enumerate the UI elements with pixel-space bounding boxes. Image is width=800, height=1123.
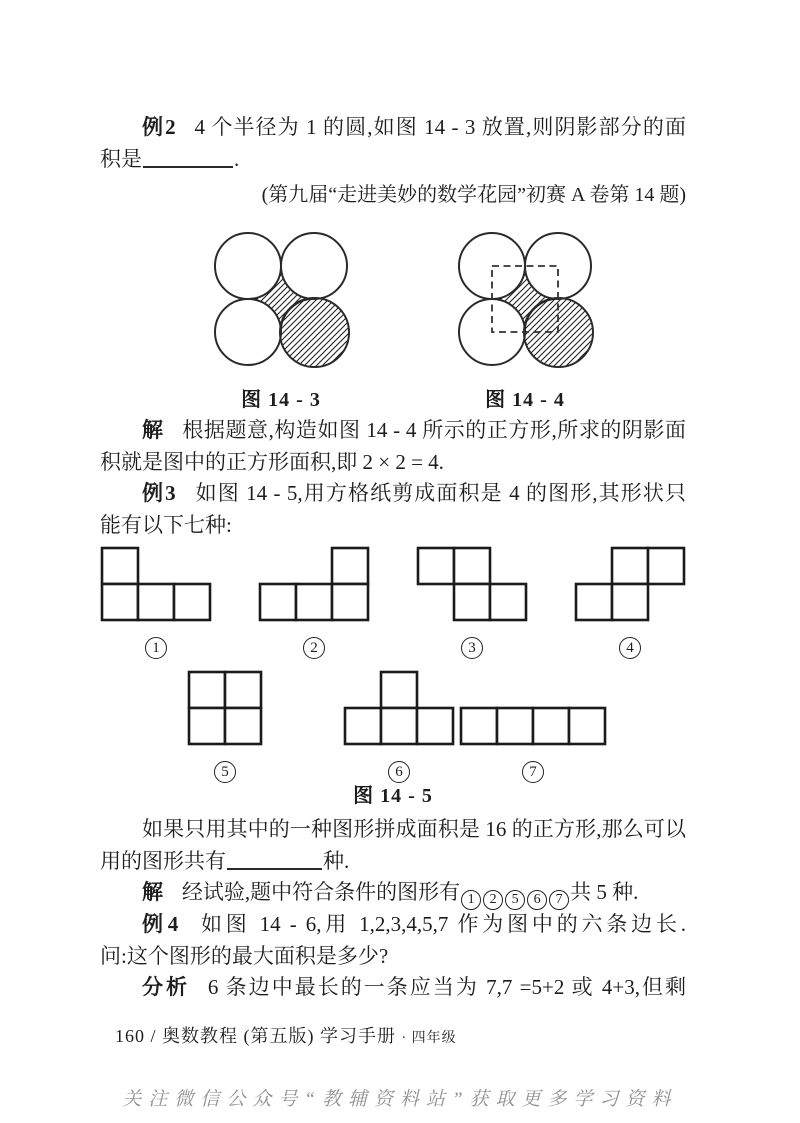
example3-label: 例3 [142,481,177,505]
analysis-paragraph: 分析 6 条边中最长的一条应当为 7,7 =5+2 或 4+3,但剩 [142,975,687,999]
circled-number-list [460,880,570,907]
tetromino-shape-1 [100,546,212,659]
four-circles-dashed-square-drawing [452,226,598,372]
figure-14-3-caption: 图 14 - 3 [241,389,321,411]
circled-number: 2 [483,890,503,910]
tetromino-drawing [187,670,263,746]
solution3-label: 解 [142,880,164,904]
analysis-label: 分析 [142,975,191,999]
shape-number-label: 7 [522,761,544,783]
shape-number-label: 5 [214,761,236,783]
shape-number-label: 2 [303,637,325,659]
tetromino-shape-3 [416,546,528,659]
circled-number: 6 [527,890,547,910]
tetromino-drawing [100,546,212,622]
shape-number-label: 6 [388,761,410,783]
shape-number-label: 3 [461,637,483,659]
tetromino-drawing [574,546,686,622]
tetromino-row-2 [0,670,607,783]
example2-label: 例2 [142,115,177,139]
answer-blank-2 [227,856,322,870]
circled-number: 7 [549,890,569,910]
figure-14-4 [452,226,598,412]
question3-paragraph: 如果只用其中的一种图形拼成面积是 16 的正方形,那么可以 用的图形共有 种. [100,817,686,873]
figure-14-4-caption: 图 14 - 4 [485,389,565,411]
example2-paragraph [100,112,686,212]
shape-number-label: 4 [619,637,641,659]
tetromino-drawing [459,706,607,746]
tetromino-shape-7 [459,706,607,783]
circled-number: 1 [461,890,481,910]
tetromino-shape-2 [258,546,370,659]
solution2-label: 解 [142,418,165,442]
footer-grade: · 四年级 [401,1031,457,1046]
tetromino-shape-5 [187,670,263,783]
figure-14-5-caption: 图 14 - 5 [353,785,433,807]
example3-paragraph: 例3 如图 14 - 5,用方格纸剪成面积是 4 的图形,其形状只 能有以下七种: [100,481,687,537]
example2-line1: 例2 4 个半径为 1 的圆,如图 14 - 3 放置,则阴影部分的面 [142,115,687,139]
solution3-paragraph: 解 经试验,题中符合条件的图形有 1 2 5 6 7 共 5 种. [100,877,686,910]
example4-paragraph: 例4 如图 14 - 6,用 1,2,3,4,5,7 作为图中的六条边长. 问:这个图形的最大面积是多少? [100,912,686,968]
footer-book-title: 160 / 奥数教程 (第五版) 学习手册 [115,1026,396,1046]
four-circles-shaded-drawing [208,226,354,372]
example2-line2: 积是 . [100,146,240,171]
tetromino-shape-6 [343,670,455,783]
tetromino-row-1 [100,546,686,659]
tetromino-drawing [416,546,528,622]
example4-label: 例4 [142,912,180,936]
tetromino-shape-4 [574,546,686,659]
tetromino-drawing [258,546,370,622]
page-footer [115,1022,457,1048]
figure-14-3 [208,226,354,412]
shape-number-label: 1 [145,637,167,659]
answer-blank [143,154,233,168]
attribution-line: (第九届“走进美妙的数学花园”初赛 A 卷第 14 题) [261,184,686,206]
watermark-text: 关注微信公众号“教辅资料站”获取更多学习资料 [122,1089,678,1110]
solution2-paragraph: 解 根据题意,构造如图 14 - 4 所示的正方形,所求的阴影面 积就是图中的正方形面积,即 2 × 2 = 4. [100,418,686,474]
circled-number: 5 [505,890,525,910]
tetromino-drawing [343,670,455,746]
